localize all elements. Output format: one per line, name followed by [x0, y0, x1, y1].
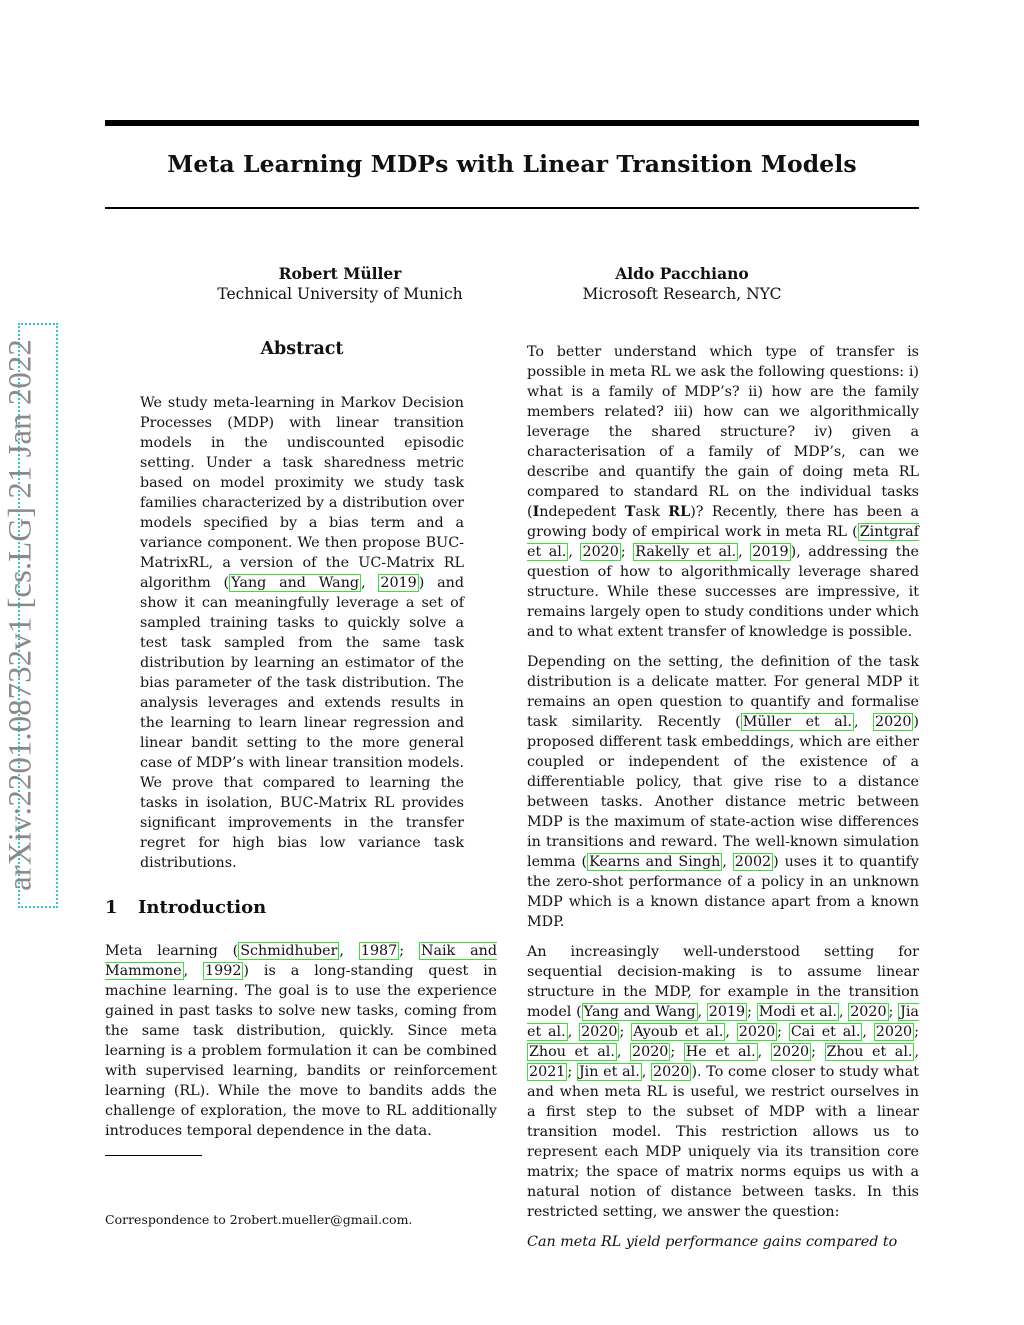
- citation-link[interactable]: 1992: [205, 963, 242, 979]
- author-name: Aldo Pacchiano: [615, 264, 749, 283]
- citation-link[interactable]: 2002: [734, 854, 772, 870]
- citation-link[interactable]: 2019: [708, 1004, 746, 1020]
- arxiv-stamp[interactable]: arXiv:2201.08732v1 [cs.LG] 21 Jan 2022: [2, 339, 38, 891]
- introduction-body: Meta learning ( Schmidhuber , 1987 ; Naik and Mammone , 1992 ) is a long-standing quest in machine learning. The goal is to use the experience gained in past tasks to solve new tasks, coming from the same task distribution, quickly. Since meta learning is a problem formulation it can be combined with supervised learning, bandits or reinforcement learning (RL). While the move to bandits adds the challenge of exploration, the move to RL additionally introduces temporal dependence in the data.: [105, 943, 497, 1139]
- citation-link[interactable]: Rakelly et al.: [635, 544, 737, 560]
- author-block-2: [532, 264, 832, 304]
- bold-letter: I: [532, 504, 540, 520]
- footnote: Correspondence to 2robert.mueller@gmail.com.: [105, 1212, 413, 1227]
- body-paragraph: To better understand which type of transfer is possible in meta RL we ask the following questions: i) what is a family of MDP’s? ii) how are the family members related? iii) how can we algorithmically leverage the shared structure? iv) given a characterisation of a family of MDP’s, can we describe and quantify the gain of doing meta RL compared to standard RL on the individual tasks (Indepedent Task RL)? Recently, there has been a growing body of empirical work in meta RL ( Zintgraf et al. , 2020 ; Rakelly et al. , 2019 ), addressing the question of how to algorithmically leverage shared structure. While these successes are impressive, it remains largely open to study conditions under which and to what extent transfer of knowledge is possible.: [527, 344, 919, 640]
- citation-link[interactable]: 2020: [850, 1004, 887, 1020]
- citation-link[interactable]: He et al.: [685, 1044, 756, 1060]
- body-paragraph: Can meta RL yield performance gains compared to: [527, 1234, 898, 1250]
- citation-link[interactable]: Jin et al.: [578, 1064, 640, 1080]
- citation-link[interactable]: 2020: [875, 714, 912, 730]
- title-bottom-rule: [105, 207, 919, 209]
- citation-link[interactable]: Cai et al.: [790, 1024, 861, 1040]
- author-block-1: [190, 264, 490, 304]
- right-column: [527, 342, 919, 1252]
- citation-link[interactable]: 2020: [875, 1024, 913, 1040]
- section-heading: [105, 897, 266, 918]
- citation-link[interactable]: Müller et al.: [742, 714, 852, 730]
- citation-link[interactable]: 2020: [632, 1044, 669, 1060]
- author-affiliation: Technical University of Munich: [217, 285, 463, 303]
- title-top-rule: [105, 120, 919, 126]
- citation-link[interactable]: 2020: [581, 1024, 618, 1040]
- abstract-heading: Abstract: [260, 339, 344, 359]
- citation-link[interactable]: Zintgraf et al.: [527, 524, 919, 560]
- citation-link[interactable]: Kearns and Singh: [589, 854, 721, 870]
- citation-link[interactable]: Naik and Mammone: [105, 943, 497, 979]
- abstract-body: We study meta-learning in Markov Decision Processes (MDP) with linear transition models in the undiscounted episodic setting. Under a task sharedness metric based on model proximity we study task families characterized by a distribution over models specified by a bias term and a variance component. We then propose BUC-MatrixRL, a version of the UC-Matrix RL algorithm ( Yang and Wang , 2019 ) and show it can meaningfully leverage a set of sampled training tasks to quickly solve a test task sampled from the same task distribution by learning an estimator of the bias parameter of the task distribution. The analysis leverages and extends results in the learning to learn linear regression and linear bandit setting to the more general case of MDP’s with linear transition models. We prove that compared to learning the tasks in isolation, BUC-Matrix RL provides significant improvements in the transfer regret for high bias low variance task distributions.: [140, 395, 464, 871]
- citation-link[interactable]: Zhou et al.: [529, 1044, 615, 1060]
- section-number: 1: [105, 897, 118, 918]
- citation-link[interactable]: Schmidhuber: [240, 943, 338, 959]
- section-title: Introduction: [138, 897, 267, 918]
- citation-link[interactable]: 2019: [380, 575, 417, 591]
- citation-link[interactable]: 2021: [529, 1064, 566, 1080]
- paper-title: Meta Learning MDPs with Linear Transition Models: [167, 150, 857, 178]
- body-paragraph: An increasingly well-understood setting for sequential decision-making is to assume linear structure in the MDP, for example in the transition model ( Yang and Wang , 2019 ; Modi et al. , 2020 ; Jia et al. , 2020 ; Ayoub et al. , 2020 ; Cai et al. , 2020 ; Zhou et al. , 2020 ; He et al. , 2020 ; Zhou et al. , 2021 ; Jin et al. , 2020 ). To come closer to study what and when meta RL is useful, we restrict ourselves in a first step to the subset of MDP with a linear transition model. This restriction allows us to represent each MDP uniquely via its transition core matrix; the space of matrix norms equips us with a natural notion of distance between tasks. In this restricted setting, we answer the question:: [527, 944, 919, 1220]
- citation-link[interactable]: Ayoub et al.: [633, 1024, 724, 1040]
- bold-letter: RL: [668, 504, 691, 520]
- citation-link[interactable]: Yang and Wang: [231, 575, 360, 591]
- citation-link[interactable]: 2020: [653, 1064, 690, 1080]
- bold-letter: T: [624, 504, 636, 520]
- citation-link[interactable]: 2019: [752, 544, 789, 560]
- citation-link[interactable]: Yang and Wang: [583, 1004, 696, 1020]
- citation-link[interactable]: Zhou et al.: [826, 1044, 913, 1060]
- citation-link[interactable]: 2020: [772, 1044, 810, 1060]
- citation-link[interactable]: 2020: [582, 544, 619, 560]
- author-name: Robert Müller: [278, 264, 402, 283]
- footnote-rule: [105, 1155, 202, 1156]
- citation-link[interactable]: 2020: [738, 1024, 776, 1040]
- body-paragraph: Depending on the setting, the definition of the task distribution is a delicate matter. For general MDP it remains an open question to quantify and formalise task similarity. Recently ( Müller et al. , 2020 ) proposed different task embeddings, which are either coupled or independent of the existence of a differentiable policy, that give rise to a distance between tasks. Another distance metric between MDP is the maximum of state-action wise differences in transitions and reward. The well-known simulation lemma ( Kearns and Singh , 2002 ) uses it to quantify the zero-shot performance of a policy in an unknown MDP which is a known distance apart from a known MDP.: [527, 654, 919, 930]
- citation-link[interactable]: Modi et al.: [758, 1004, 837, 1020]
- author-affiliation: Microsoft Research, NYC: [582, 285, 782, 303]
- citation-link[interactable]: 1987: [360, 943, 398, 959]
- citation-link[interactable]: Jia et al.: [527, 1004, 919, 1040]
